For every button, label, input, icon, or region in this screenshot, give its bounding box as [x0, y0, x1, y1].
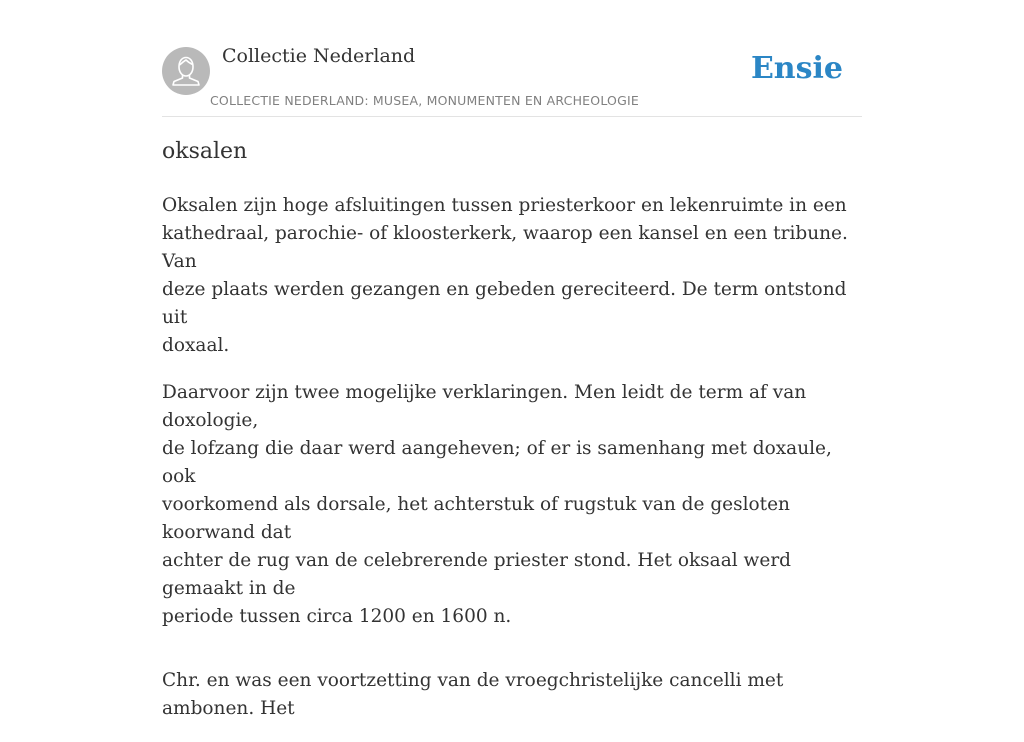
author-name[interactable]: Collectie Nederland [222, 45, 416, 67]
entry-title: oksalen [162, 139, 248, 164]
ensie-logo[interactable]: Ensie [750, 51, 843, 86]
header [162, 0, 862, 117]
user-silhouette-icon [162, 47, 210, 95]
paragraph: Chr. en was een voortzetting van de vroegchristelijke cancelli met ambonen. Het [162, 670, 784, 719]
entry-content [162, 192, 862, 742]
avatar[interactable] [162, 47, 210, 95]
paragraph: Daarvoor zijn twee mogelijke verklaringen. Men leidt de term af van doxologie, de lofzang die daar werd aangeheven; of er is samenhang met doxaule, ook voorkomend als dorsale, het achterstuk of rugstuk van de gesloten koorwand dat achter de rug van de celebrerende priester stond. Het oksaal werd gemaakt in de periode tussen circa 1200 en 1600 n. [162, 382, 832, 627]
source-subtitle[interactable]: COLLECTIE NEDERLAND: MUSEA, MONUMENTEN EN ARCHEOLOGIE [210, 93, 639, 108]
paragraph: Oksalen zijn hoge afsluitingen tussen priesterkoor en lekenruimte in een kathedraal, parochie- of kloosterkerk, waarop een kansel en een tribune. Van deze plaats werden gezangen en gebeden gereciteerd. De term ontstond uit doxaal. [162, 195, 848, 356]
